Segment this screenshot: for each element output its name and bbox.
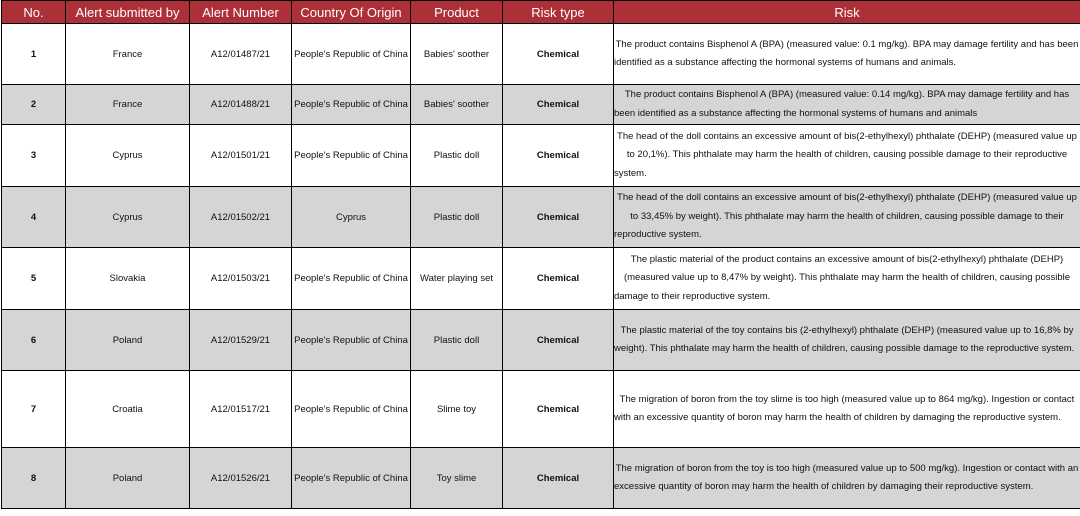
cell-country: Cyprus xyxy=(292,187,411,248)
cell-no: 4 xyxy=(2,187,66,248)
cell-alert-number: A12/01503/21 xyxy=(190,248,292,310)
cell-submitted-by: Croatia xyxy=(66,371,190,448)
table-row xyxy=(2,371,1080,448)
cell-submitted-by: France xyxy=(66,24,190,85)
alerts-table xyxy=(1,0,1080,509)
table-header xyxy=(2,1,1080,24)
cell-risk-type: Chemical xyxy=(503,125,614,187)
table-row xyxy=(2,310,1080,371)
cell-no: 1 xyxy=(2,24,66,85)
cell-risk-type: Chemical xyxy=(503,187,614,248)
header-submitted-by: Alert submitted by xyxy=(66,1,190,24)
cell-risk: The migration of boron from the toy slime is too high (measured value up to 864 mg/kg). Ingestion or contact with an excessive quantity of boron may harm the health of children by damaging the reproductive system. xyxy=(614,371,1080,448)
cell-submitted-by: Slovakia xyxy=(66,248,190,310)
cell-alert-number: A12/01526/21 xyxy=(190,448,292,509)
cell-risk-type: Chemical xyxy=(503,371,614,448)
cell-product: Water playing set xyxy=(411,248,503,310)
cell-alert-number: A12/01502/21 xyxy=(190,187,292,248)
cell-country: People's Republic of China xyxy=(292,248,411,310)
header-risk: Risk xyxy=(614,1,1080,24)
cell-submitted-by: Poland xyxy=(66,310,190,371)
header-product: Product xyxy=(411,1,503,24)
cell-risk: The head of the doll contains an excessive amount of bis(2-ethylhexyl) phthalate (DEHP) (measured value up to 20,1%). This phthalate may harm the health of children, causing possible damage to their reproductive system. xyxy=(614,125,1080,187)
cell-country: People's Republic of China xyxy=(292,125,411,187)
cell-risk: The head of the doll contains an excessive amount of bis(2-ethylhexyl) phthalate (DEHP) (measured value up to 33,45% by weight). This phthalate may harm the health of children, causing possible damage to their reproductive system. xyxy=(614,187,1080,248)
cell-country: People's Republic of China xyxy=(292,371,411,448)
cell-product: Babies' soother xyxy=(411,24,503,85)
table-row xyxy=(2,187,1080,248)
cell-product: Toy slime xyxy=(411,448,503,509)
cell-risk-type: Chemical xyxy=(503,24,614,85)
cell-risk-type: Chemical xyxy=(503,310,614,371)
cell-risk-type: Chemical xyxy=(503,85,614,125)
cell-risk-type: Chemical xyxy=(503,248,614,310)
cell-submitted-by: Poland xyxy=(66,448,190,509)
cell-submitted-by: Cyprus xyxy=(66,187,190,248)
header-row xyxy=(2,1,1080,24)
cell-no: 6 xyxy=(2,310,66,371)
table-row xyxy=(2,24,1080,85)
cell-product: Plastic doll xyxy=(411,310,503,371)
header-country: Country Of Origin xyxy=(292,1,411,24)
cell-no: 8 xyxy=(2,448,66,509)
cell-alert-number: A12/01488/21 xyxy=(190,85,292,125)
cell-country: People's Republic of China xyxy=(292,24,411,85)
cell-product: Plastic doll xyxy=(411,125,503,187)
cell-alert-number: A12/01487/21 xyxy=(190,24,292,85)
header-alert-number: Alert Number xyxy=(190,1,292,24)
cell-submitted-by: France xyxy=(66,85,190,125)
cell-alert-number: A12/01517/21 xyxy=(190,371,292,448)
cell-country: People's Republic of China xyxy=(292,310,411,371)
cell-risk: The product contains Bisphenol A (BPA) (measured value: 0.14 mg/kg). BPA may damage fertility and has been identified as a substance affecting the hormonal systems of humans and animals xyxy=(614,85,1080,125)
cell-no: 5 xyxy=(2,248,66,310)
table-row xyxy=(2,85,1080,125)
cell-risk: The product contains Bisphenol A (BPA) (measured value: 0.1 mg/kg). BPA may damage fertility and has been identified as a substance affecting the hormonal systems of humans and animals. xyxy=(614,24,1080,85)
table-row xyxy=(2,448,1080,509)
cell-alert-number: A12/01529/21 xyxy=(190,310,292,371)
cell-risk: The plastic material of the product contains an excessive amount of bis(2-ethylhexyl) phthalate (DEHP) (measured value up to 8,47% by weight). This phthalate may harm the health of children, causing possible damage to their reproductive system. xyxy=(614,248,1080,310)
header-no: No. xyxy=(2,1,66,24)
cell-no: 3 xyxy=(2,125,66,187)
cell-risk: The plastic material of the toy contains bis (2-ethylhexyl) phthalate (DEHP) (measured value up to 16,8% by weight). This phthalate may harm the health of children, causing possible damage to the reproductive system. xyxy=(614,310,1080,371)
cell-risk: The migration of boron from the toy is too high (measured value up to 500 mg/kg). Ingestion or contact with an excessive quantity of boron may harm the health of children by damaging their reproductive system. xyxy=(614,448,1080,509)
cell-country: People's Republic of China xyxy=(292,448,411,509)
cell-product: Babies' soother xyxy=(411,85,503,125)
cell-product: Plastic doll xyxy=(411,187,503,248)
cell-no: 2 xyxy=(2,85,66,125)
cell-submitted-by: Cyprus xyxy=(66,125,190,187)
table-row xyxy=(2,248,1080,310)
cell-product: Slime toy xyxy=(411,371,503,448)
cell-alert-number: A12/01501/21 xyxy=(190,125,292,187)
table-row xyxy=(2,125,1080,187)
cell-no: 7 xyxy=(2,371,66,448)
header-risk-type: Risk type xyxy=(503,1,614,24)
table-body xyxy=(2,24,1080,509)
cell-risk-type: Chemical xyxy=(503,448,614,509)
cell-country: People's Republic of China xyxy=(292,85,411,125)
